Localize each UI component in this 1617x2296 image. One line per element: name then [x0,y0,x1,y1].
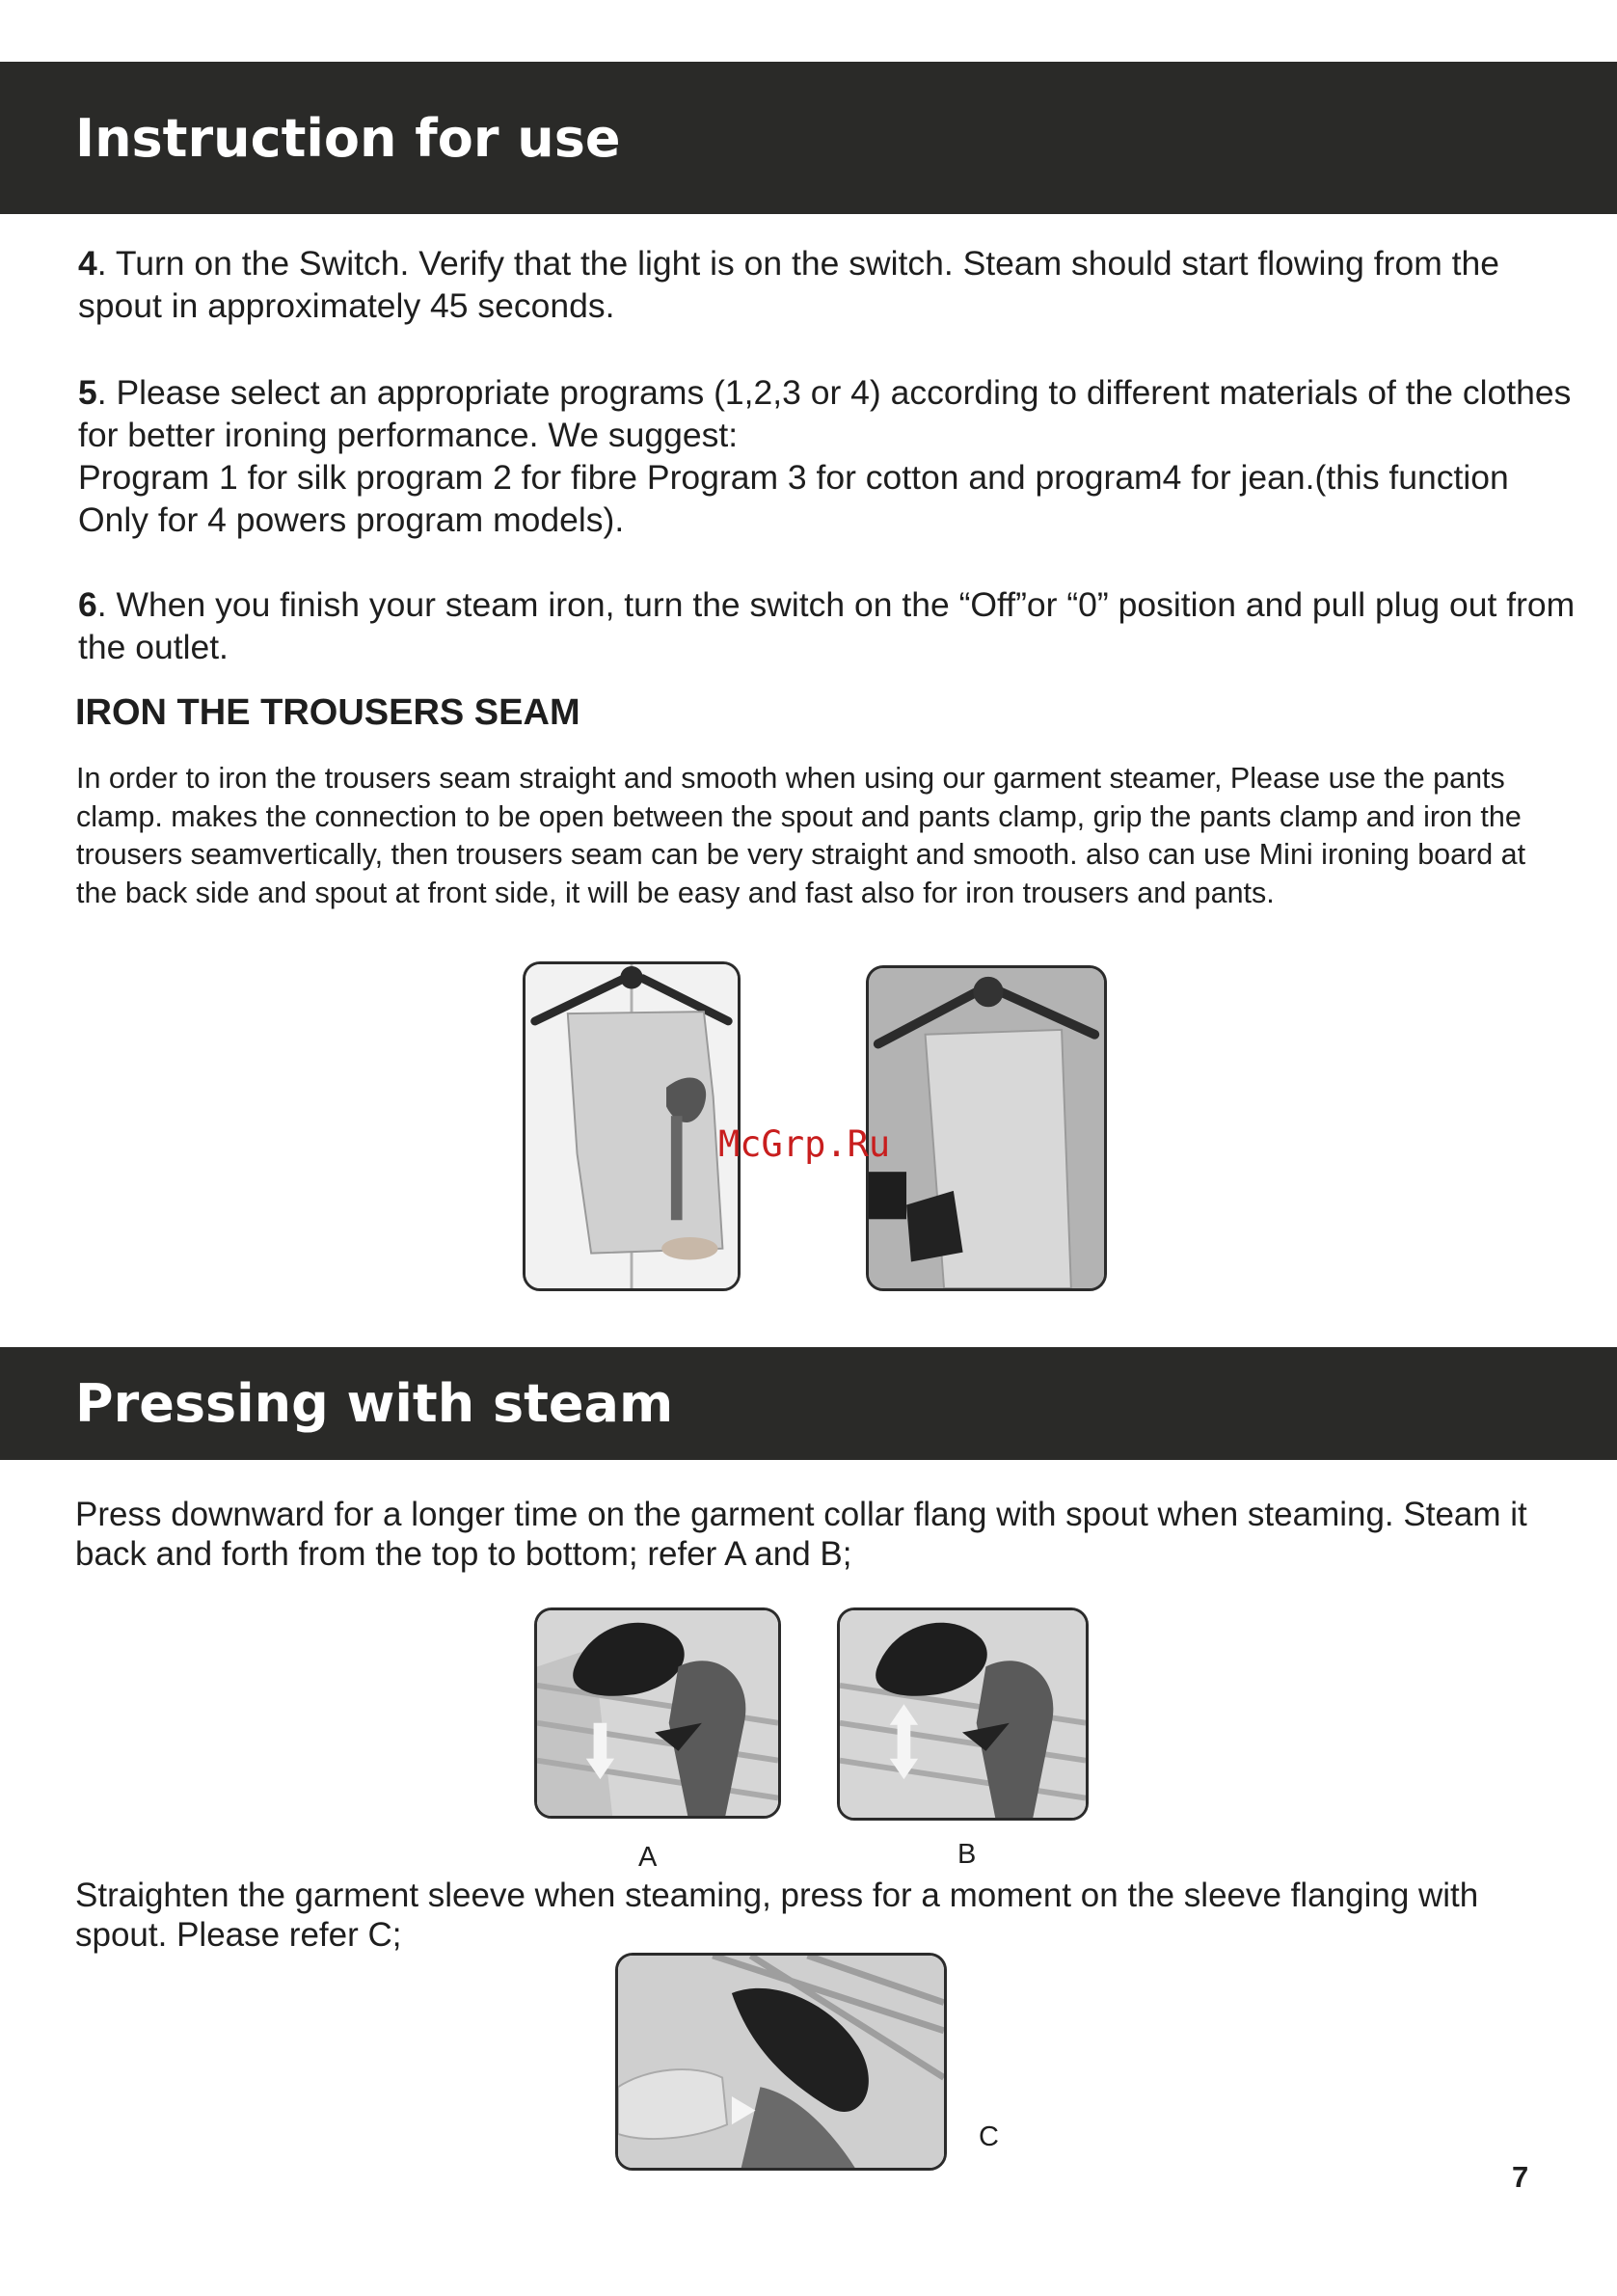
page-number: 7 [1512,2160,1529,2194]
section-title: Pressing with steam [75,1373,674,1434]
step-number: 5 [78,373,97,412]
trousers-body: In order to iron the trousers seam straight and smooth when using our garment steamer, Please use the pants clamp. makes the connection to be open between the spout and pants clamp, grip the pants clamp and iron the trousers seamvertically, then trousers seam can be very straight and smooth. also can use Mini ironing board at the back side and spout at front side, it will be easy and fast also for iron trousers and pants. [76,762,1526,909]
caption-b: B [957,1839,977,1870]
step-text: . Turn on the Switch. Verify that the light is on the switch. Steam should start flowing from the spout in approximately 45 seconds. [78,244,1499,325]
step-6 [78,583,1582,668]
trousers-hanger-photo-1 [523,961,741,1291]
pressing-instruction-ab: Press downward for a longer time on the garment collar flang with spout when steaming. Steam it back and forth from the top to bottom; refer A and B; [75,1496,1527,1573]
trousers-heading: IRON THE TROUSERS SEAM [75,692,580,733]
step-number: 4 [78,244,97,283]
step-number: 6 [78,585,97,624]
step-4 [78,242,1582,327]
trousers-hanger-photo-2 [866,965,1107,1291]
section-header-pressing [0,1347,1617,1460]
pressing-instruction-c: Straighten the garment sleeve when steaming, press for a moment on the sleeve flanging with spout. Please refer C; [75,1877,1479,1954]
caption-c: C [979,2121,999,2152]
sleeve-steaming-photo-c [615,1953,947,2171]
step-5 [78,371,1582,541]
step-text: . When you finish your steam iron, turn the switch on the “Off”or “0” position and pull plug out from the outlet. [78,585,1576,666]
collar-steaming-photo-a [534,1607,781,1819]
step-text-programs: Program 1 for silk program 2 for fibre Program 3 for cotton and program4 for jean.(this function Only for 4 powers program models). [78,458,1509,539]
step-text: . Please select an appropriate programs (1,2,3 or 4) according to different materials of the clothes for better ironing performance. We suggest: [78,373,1572,454]
watermark: McGrp.Ru [718,1123,891,1165]
collar-steaming-photo-b [837,1607,1089,1821]
caption-a: A [638,1842,658,1873]
section-header-instruction [0,62,1617,214]
section-title: Instruction for use [75,107,621,169]
